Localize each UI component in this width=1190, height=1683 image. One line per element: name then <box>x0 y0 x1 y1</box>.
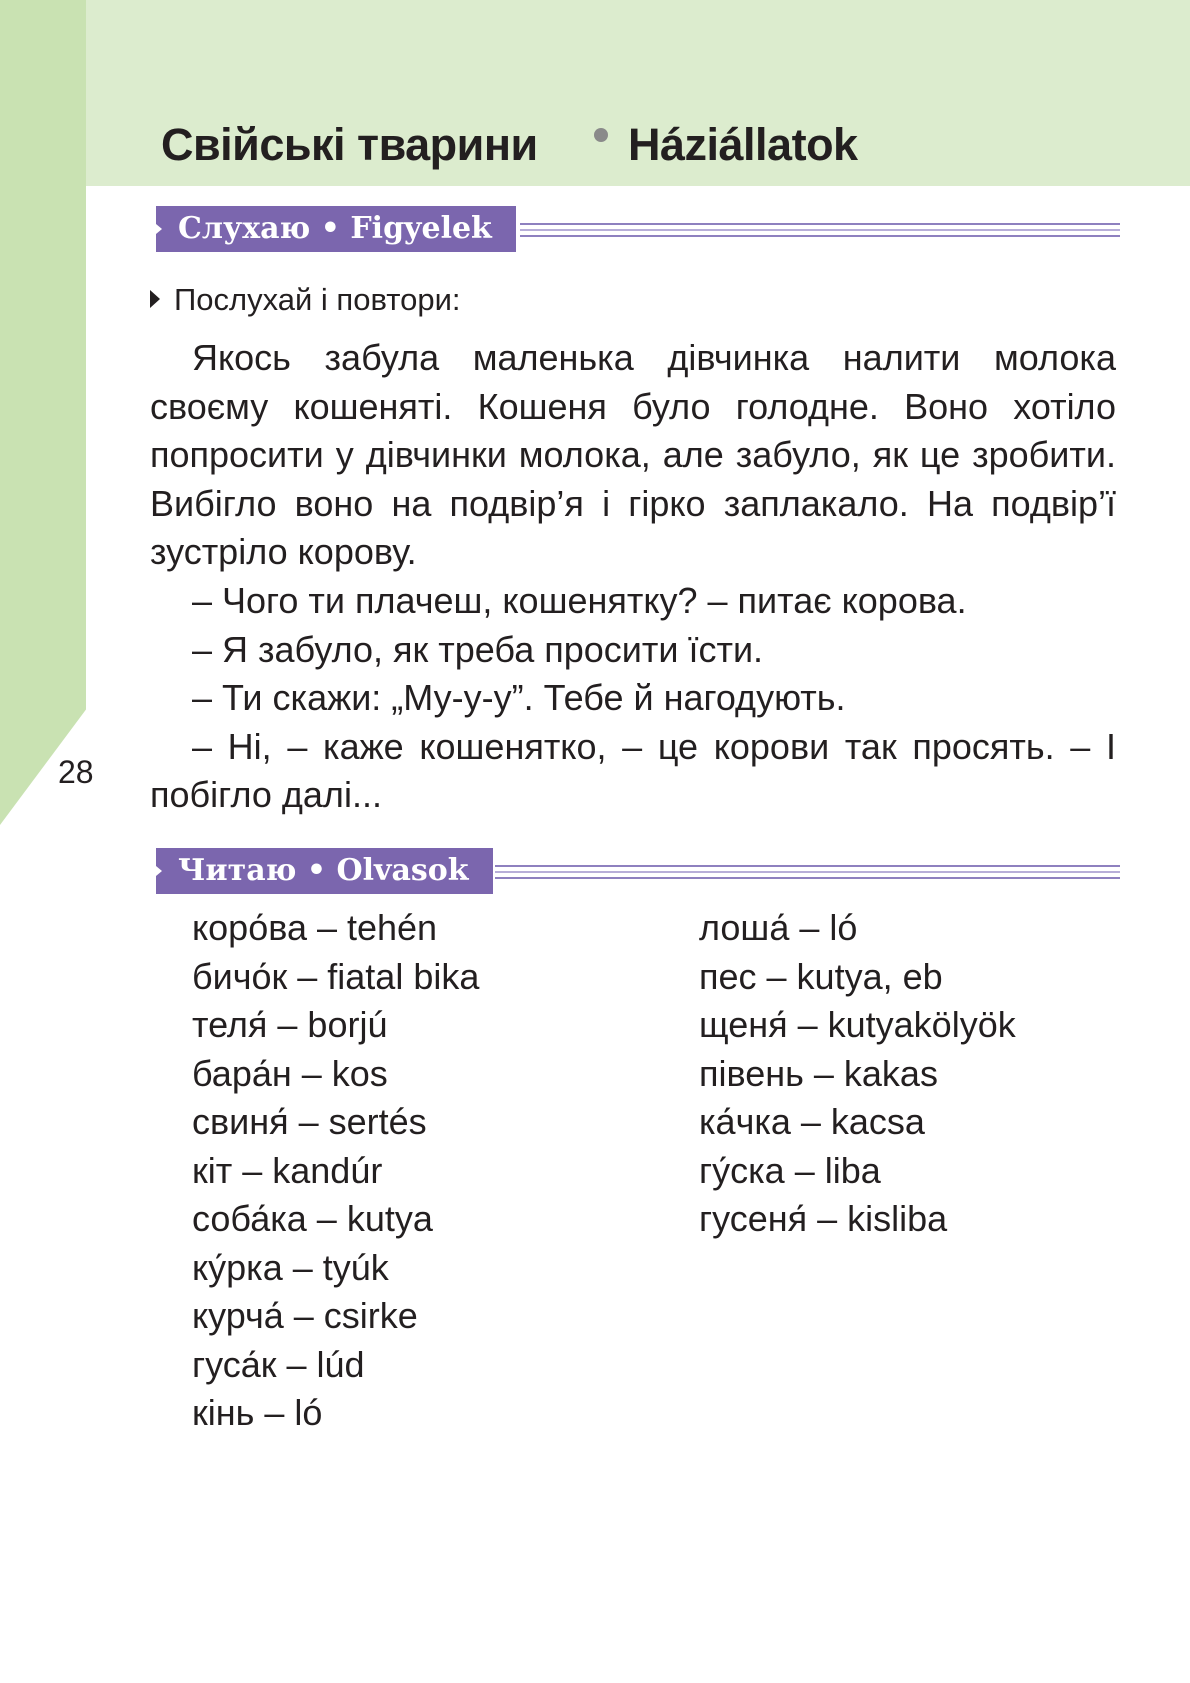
vocab-item: соба́ка – kutya <box>192 1198 433 1239</box>
vocab-item: теля́ – borjú <box>192 1004 388 1045</box>
vocab-item: курча́ – csirke <box>192 1295 418 1336</box>
dialogue-line: – Ти скажи: „Му-у-у”. Тебе й нагодують. <box>192 677 846 719</box>
vocabulary-list-right <box>699 904 1016 1244</box>
banner-arrow-icon <box>150 861 162 881</box>
instruction-text: Послухай і повтори: <box>174 282 461 317</box>
vocab-item: коро́ва – tehén <box>192 907 438 948</box>
title-separator-dot <box>594 128 608 142</box>
page-title-hungarian: Háziállatok <box>628 119 858 170</box>
story-text <box>150 334 1116 820</box>
banner-arrow-icon <box>150 219 162 239</box>
instruction <box>150 280 461 320</box>
vocab-item: щеня́ – kutyakölyök <box>699 1004 1016 1045</box>
vocab-item: гуса́к – lúd <box>192 1343 365 1385</box>
vocab-item: бичо́к – fiatal bika <box>192 955 480 997</box>
listen-section-banner <box>150 206 1120 252</box>
vocab-item: лоша́ – ló <box>699 907 858 948</box>
vocab-item: кіт – kandúr <box>192 1149 383 1191</box>
vocab-item: гусеня́ – kisliba <box>699 1198 948 1239</box>
vocab-item: півень – kakas <box>699 1052 938 1094</box>
vocabulary-list-left <box>192 904 479 1438</box>
story-paragraph: Якось забула маленька дівчинка налити молока своєму кошеняті. Кошеня було голодне. Воно хотіло попросити у дівчинки молока, але забуло, як це зробити. Вибігло воно на подвір’я і гірко заплакало. На подвір’ї зустріло корову. <box>150 337 1116 573</box>
vocab-item: свиня́ – sertés <box>192 1101 427 1142</box>
side-tab <box>0 0 86 825</box>
page-number: 28 <box>58 754 94 790</box>
vocab-item: ка́чка – kacsa <box>699 1101 925 1142</box>
dialogue-line: – Ні, – каже кошенятко, – це корови так просять. – І побігло далі... <box>150 725 1116 816</box>
vocab-item: бара́н – kos <box>192 1052 388 1094</box>
dialogue-line: – Чого ти плачеш, кошенятку? – питає корова. <box>192 579 967 621</box>
read-section-label: Читаю • Olvasok <box>156 848 493 894</box>
read-section-banner <box>150 848 1120 894</box>
vocab-item: пес – kutya, eb <box>699 955 943 997</box>
vocab-item: ку́рка – tyúk <box>192 1246 389 1288</box>
dialogue-line: – Я забуло, як треба просити їсти. <box>192 628 764 670</box>
vocab-item: кінь – ló <box>192 1392 323 1433</box>
listen-section-label: Слухаю • Figyelek <box>156 206 516 252</box>
vocab-item: гу́ска – liba <box>699 1149 881 1191</box>
triangle-right-icon <box>150 290 160 308</box>
page-title-ukrainian: Свійські тварини <box>161 119 538 170</box>
banner-rule-lines <box>520 223 1120 237</box>
banner-rule-lines <box>495 865 1120 879</box>
